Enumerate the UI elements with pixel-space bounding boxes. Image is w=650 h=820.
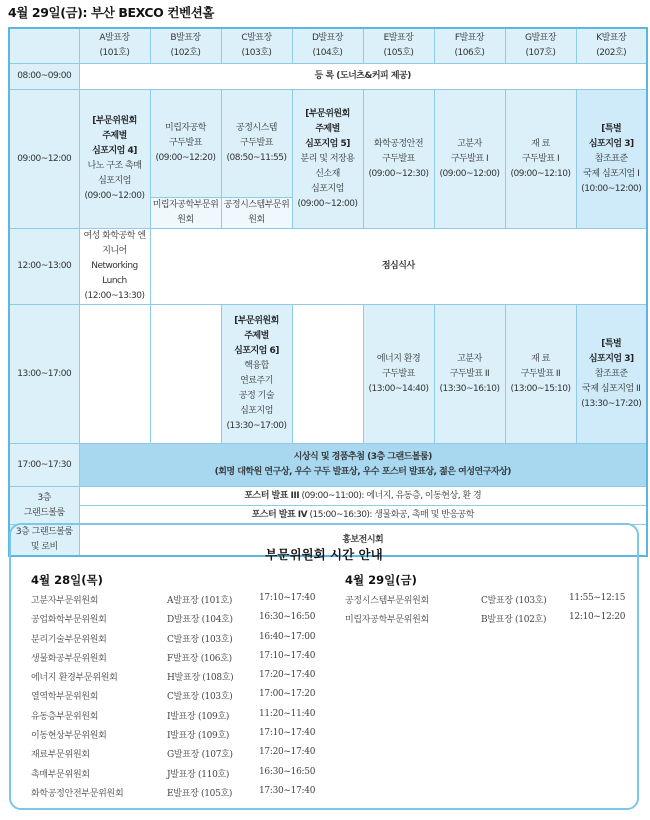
session-e-afternoon: 에너지 환경 구두발표 (13:00~14:40) bbox=[363, 305, 434, 444]
networking-lunch: 여성 화학공학 엔지니어 Networking Lunch (12:00~13:30) bbox=[79, 229, 150, 305]
award-row bbox=[9, 444, 647, 487]
room-header: G발표장 (107호) bbox=[505, 28, 576, 64]
session-g-afternoon: 재 료 구두발표 II (13:00~15:10) bbox=[505, 305, 576, 444]
poster-row-3 bbox=[9, 487, 647, 506]
committee-c-label: 공정시스템부문위원회 bbox=[221, 198, 292, 229]
list-item: 열역학부문위원회 C발표장 (103호) 17:00~17:20 bbox=[31, 689, 316, 703]
header-row bbox=[9, 28, 647, 64]
poster-session-4: 포스터 발표 IV (15:00~16:30): 생물화공, 촉매 및 반응공학 bbox=[79, 506, 647, 525]
session-d-morning: [부문위원회 주제별 심포지엄 5] 분리 및 저장용 신소재 심포지엄 (09:00~12:00) bbox=[292, 90, 363, 229]
time-label: 08:00~09:00 bbox=[9, 64, 79, 90]
exhibition-cell: 홍보전시회 bbox=[79, 525, 647, 557]
list-item: 고분자부문위원회 A발표장 (101호) 17:10~17:40 bbox=[31, 593, 316, 606]
list-item: 이동현상부문위원회 I발표장 (109호) 17:10~17:40 bbox=[31, 728, 316, 742]
room-header: E발표장 (105호) bbox=[363, 28, 434, 64]
list-item: 에너지 환경부문위원회 H발표장 (108호) 17:20~17:40 bbox=[31, 670, 316, 684]
day1-list bbox=[31, 593, 331, 805]
schedule-table bbox=[8, 27, 648, 557]
session-a-morning: [부문위원회 주제별 심포지엄 4] 나노 구조 촉매 심포지엄 (09:00~12:00) bbox=[79, 90, 150, 229]
room-header: B발표장 (102호) bbox=[150, 28, 221, 64]
session-e-morning: 화학공정안전 구두발표 (09:00~12:30) bbox=[363, 90, 434, 229]
afternoon-row bbox=[9, 305, 647, 444]
session-b-afternoon bbox=[150, 305, 221, 444]
registration-cell: 등 록 (도너츠&커피 제공) bbox=[79, 64, 647, 90]
time-label: 3층 그랜드볼룸 bbox=[9, 487, 79, 525]
time-label: 13:00~17:00 bbox=[9, 305, 79, 444]
award-ceremony: 시상식 및 경품추첨 (3층 그랜드볼룸) (회명 대학원 연구상, 우수 구두 발표상, 우수 포스터 발표상, 젊은 여성연구자상) bbox=[79, 444, 647, 487]
lunch-row bbox=[9, 229, 647, 305]
page-heading: 4월 29일(금): 부산 BEXCO 컨벤션홀 bbox=[8, 5, 215, 20]
committee-guide-box bbox=[9, 523, 639, 810]
list-item: 분리기술부문위원회 C발표장 (103호) 16:40~17:00 bbox=[31, 631, 316, 645]
session-d-afternoon bbox=[292, 305, 363, 444]
morning-row-main bbox=[9, 90, 647, 198]
session-k-afternoon: [특별 심포지엄 3] 참조표준 국제 심포지엄 II (13:30~17:20) bbox=[576, 305, 647, 444]
time-label: 09:00~12:00 bbox=[9, 90, 79, 229]
corner-cell bbox=[9, 28, 79, 64]
list-item: 유동층부문위원회 I발표장 (109호) 11:20~11:40 bbox=[31, 708, 316, 722]
list-item: 촉매부문위원회 J발표장 (110호) 16:30~16:50 bbox=[31, 766, 316, 780]
list-item: 미립자공학부문위원회 B발표장 (102호) 12:10~12:20 bbox=[345, 612, 626, 626]
room-header: D발표장 (104호) bbox=[292, 28, 363, 64]
list-item: 재료부문위원회 G발표장 (107호) 17:20~17:40 bbox=[31, 747, 316, 761]
day2-list bbox=[345, 593, 625, 632]
session-a-afternoon bbox=[79, 305, 150, 444]
session-g-morning: 재 료 구두발표 I (09:00~12:10) bbox=[505, 90, 576, 229]
time-label: 17:00~17:30 bbox=[9, 444, 79, 487]
time-label: 12:00~13:00 bbox=[9, 229, 79, 305]
list-item: 화학공정안전부문위원회 E발표장 (105호) 17:30~17:40 bbox=[31, 785, 316, 799]
session-b-morning: 미립자공학 구두발표 (09:00~12:20) bbox=[150, 90, 221, 198]
registration-row bbox=[9, 64, 647, 90]
day2-date: 4월 29일(금) bbox=[345, 573, 417, 587]
room-header: A발표장 (101호) bbox=[79, 28, 150, 64]
room-header: F발표장 (106호) bbox=[434, 28, 505, 64]
committee-b-label: 미립자공학부문위원회 bbox=[150, 198, 221, 229]
session-k-morning: [특별 심포지엄 3] 참조표준 국제 심포지엄 I (10:00~12:00) bbox=[576, 90, 647, 229]
list-item: 공업화학부문위원회 D발표장 (104호) 16:30~16:50 bbox=[31, 612, 316, 626]
session-c-morning: 공정시스템 구두발표 (08:50~11:55) bbox=[221, 90, 292, 198]
session-f-morning: 고분자 구두발표 I (09:00~12:00) bbox=[434, 90, 505, 229]
guide-title: 부문위원회 시간 안내 bbox=[265, 547, 383, 562]
time-label: 3층 그랜드볼룸 및 로비 bbox=[9, 525, 79, 557]
lunch-cell: 점심식사 bbox=[150, 229, 647, 305]
room-header: C발표장 (103호) bbox=[221, 28, 292, 64]
room-header: K발표장 (202호) bbox=[576, 28, 647, 64]
poster-row-4 bbox=[9, 506, 647, 525]
session-f-afternoon: 고분자 구두발표 II (13:30~16:10) bbox=[434, 305, 505, 444]
day1-date: 4월 28일(목) bbox=[31, 573, 103, 587]
poster-session-3: 포스터 발표 III (09:00~11:00): 에너지, 유동층, 이동현상, 환 경 bbox=[79, 487, 647, 506]
session-c-afternoon: [부문위원회 주제별 심포지엄 6] 핵융합 연료주기 공정 기술 심포지엄 (13:30~17:00) bbox=[221, 305, 292, 444]
list-item: 공정시스템부문위원회 C발표장 (103호) 11:55~12:15 bbox=[345, 593, 626, 606]
list-item: 생물화공부문위원회 F발표장 (106호) 17:10~17:40 bbox=[31, 650, 316, 664]
